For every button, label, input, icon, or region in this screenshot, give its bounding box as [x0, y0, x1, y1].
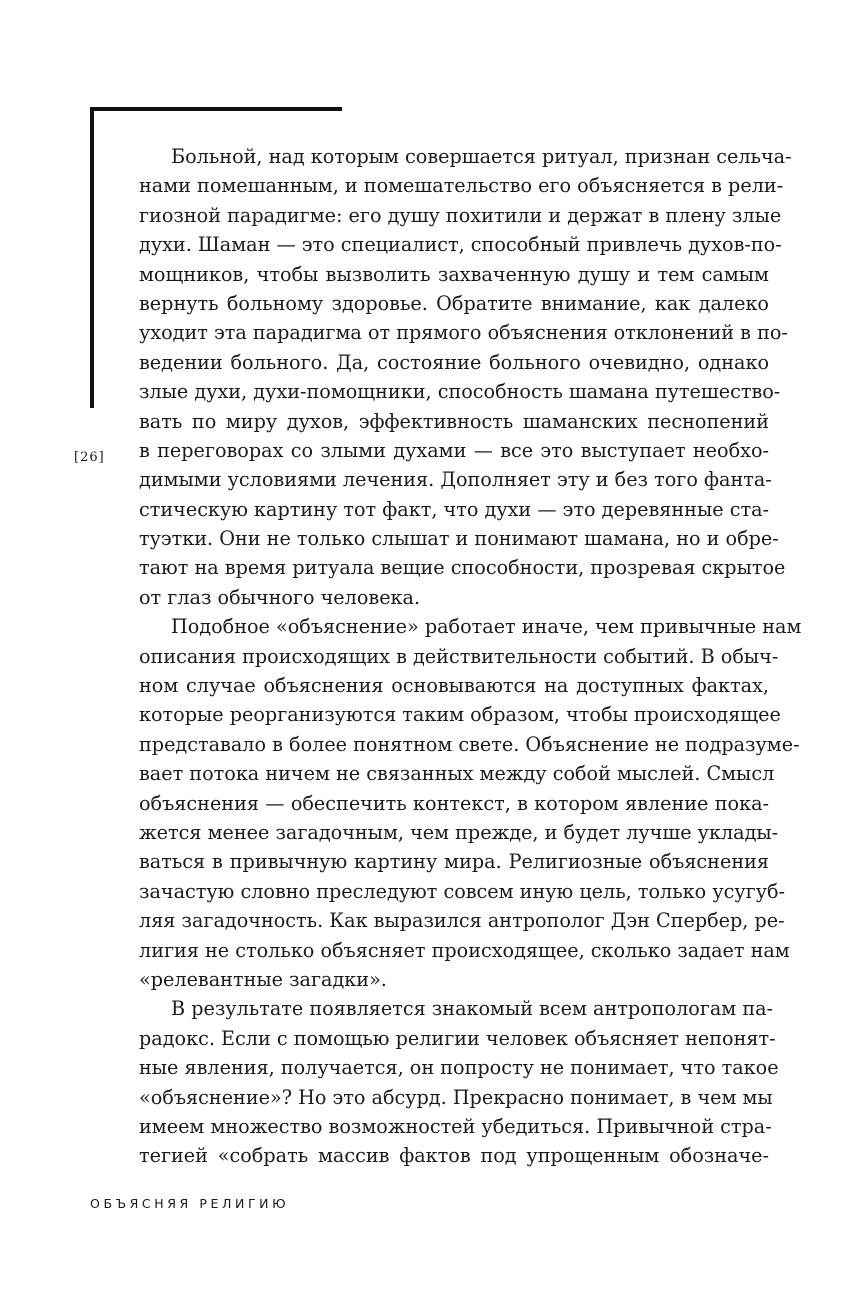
text-line: тают на время ритуала вещие способности, прозревая скрытое	[139, 556, 786, 580]
text-line: Подобное «объяснение» работает иначе, чем привычные нам	[171, 615, 802, 639]
text-line: нами помешанным, и помешательство его объясняется в рели-	[139, 174, 784, 198]
running-footer: ОБЪЯСНЯЯ РЕЛИГИЮ	[90, 1196, 290, 1211]
text-line: стическую картину тот факт, что духи — это деревянные ста-	[139, 497, 769, 521]
text-line: жется менее загадочным, чем прежде, и будет лучше уклады-	[139, 820, 779, 844]
text-line: мощников, чтобы вызволить захваченную душу и тем самым	[139, 262, 769, 286]
text-line: ном случае объяснения основываются на доступных фактах,	[139, 674, 769, 698]
text-line: зачастую словно преследуют совсем иную цель, только усугуб-	[139, 879, 786, 903]
text-line: злые духи, духи-помощники, способность шамана путешество-	[139, 380, 781, 404]
page-number: [26]	[74, 450, 105, 465]
text-line: представало в более понятном свете. Объяснение не подразуме-	[139, 732, 800, 756]
text-line: уходит эта парадигма от прямого объяснения отклонений в по-	[139, 321, 788, 345]
decorative-frame-left	[90, 107, 94, 408]
text-line: гиозной парадигме: его душу похитили и держат в плену злые	[139, 203, 782, 227]
text-line: от глаз обычного человека.	[139, 585, 421, 609]
text-line: туэтки. Они не только слышат и понимают шамана, но и обре-	[139, 527, 779, 551]
text-line: димыми условиями лечения. Дополняет эту и без того фанта-	[139, 468, 772, 492]
paragraph-2	[139, 612, 802, 994]
text-line: ваться в привычную картину мира. Религиозные объяснения	[139, 850, 769, 874]
decorative-frame-top	[90, 107, 342, 111]
text-line: которые реорганизуются таким образом, чтобы происходящее	[139, 703, 781, 727]
text-line: имеем множество возможностей убедиться. Привычной стра-	[139, 1114, 772, 1138]
text-line: Больной, над которым совершается ритуал, признан сельча-	[171, 145, 792, 168]
text-line: вернуть больному здоровье. Обратите внимание, как далеко	[139, 291, 769, 315]
text-line: В результате появляется знакомый всем антропологам па-	[171, 997, 774, 1021]
text-line: объяснения — обеспечить контекст, в котором явление пока-	[139, 791, 769, 815]
text-line: духи. Шаман — это специалист, способный привлечь духов-по-	[139, 233, 782, 257]
text-line: вать по миру духов, эффективность шаманских песнопений	[139, 409, 769, 433]
text-line: вает потока ничем не связанных между собой мыслей. Смысл	[139, 762, 775, 786]
text-line: ведении больного. Да, состояние больного очевидно, однако	[139, 350, 769, 374]
text-line: тегией «собрать массив фактов под упрощенным обозначе-	[139, 1144, 769, 1168]
text-line: «объяснение»? Но это абсурд. Прекрасно понимает, в чем мы	[139, 1085, 773, 1109]
text-line: радокс. Если с помощью религии человек объясняет непонят-	[139, 1026, 776, 1050]
body-text	[139, 142, 802, 1171]
text-line: ляя загадочность. Как выразился антрополог Дэн Спербер, ре-	[139, 909, 785, 933]
paragraph-1	[139, 142, 792, 612]
paragraph-3	[139, 994, 779, 1170]
text-line: ные явления, получается, он попросту не понимает, что такое	[139, 1056, 779, 1080]
text-line: в переговорах со злыми духами — все это выступает необхо-	[139, 438, 769, 462]
text-line: описания происходящих в действительности событий. В обыч-	[139, 644, 779, 668]
text-line: лигия не столько объясняет происходящее, сколько задает нам	[139, 938, 790, 962]
text-line: «релевантные загадки».	[139, 967, 387, 991]
